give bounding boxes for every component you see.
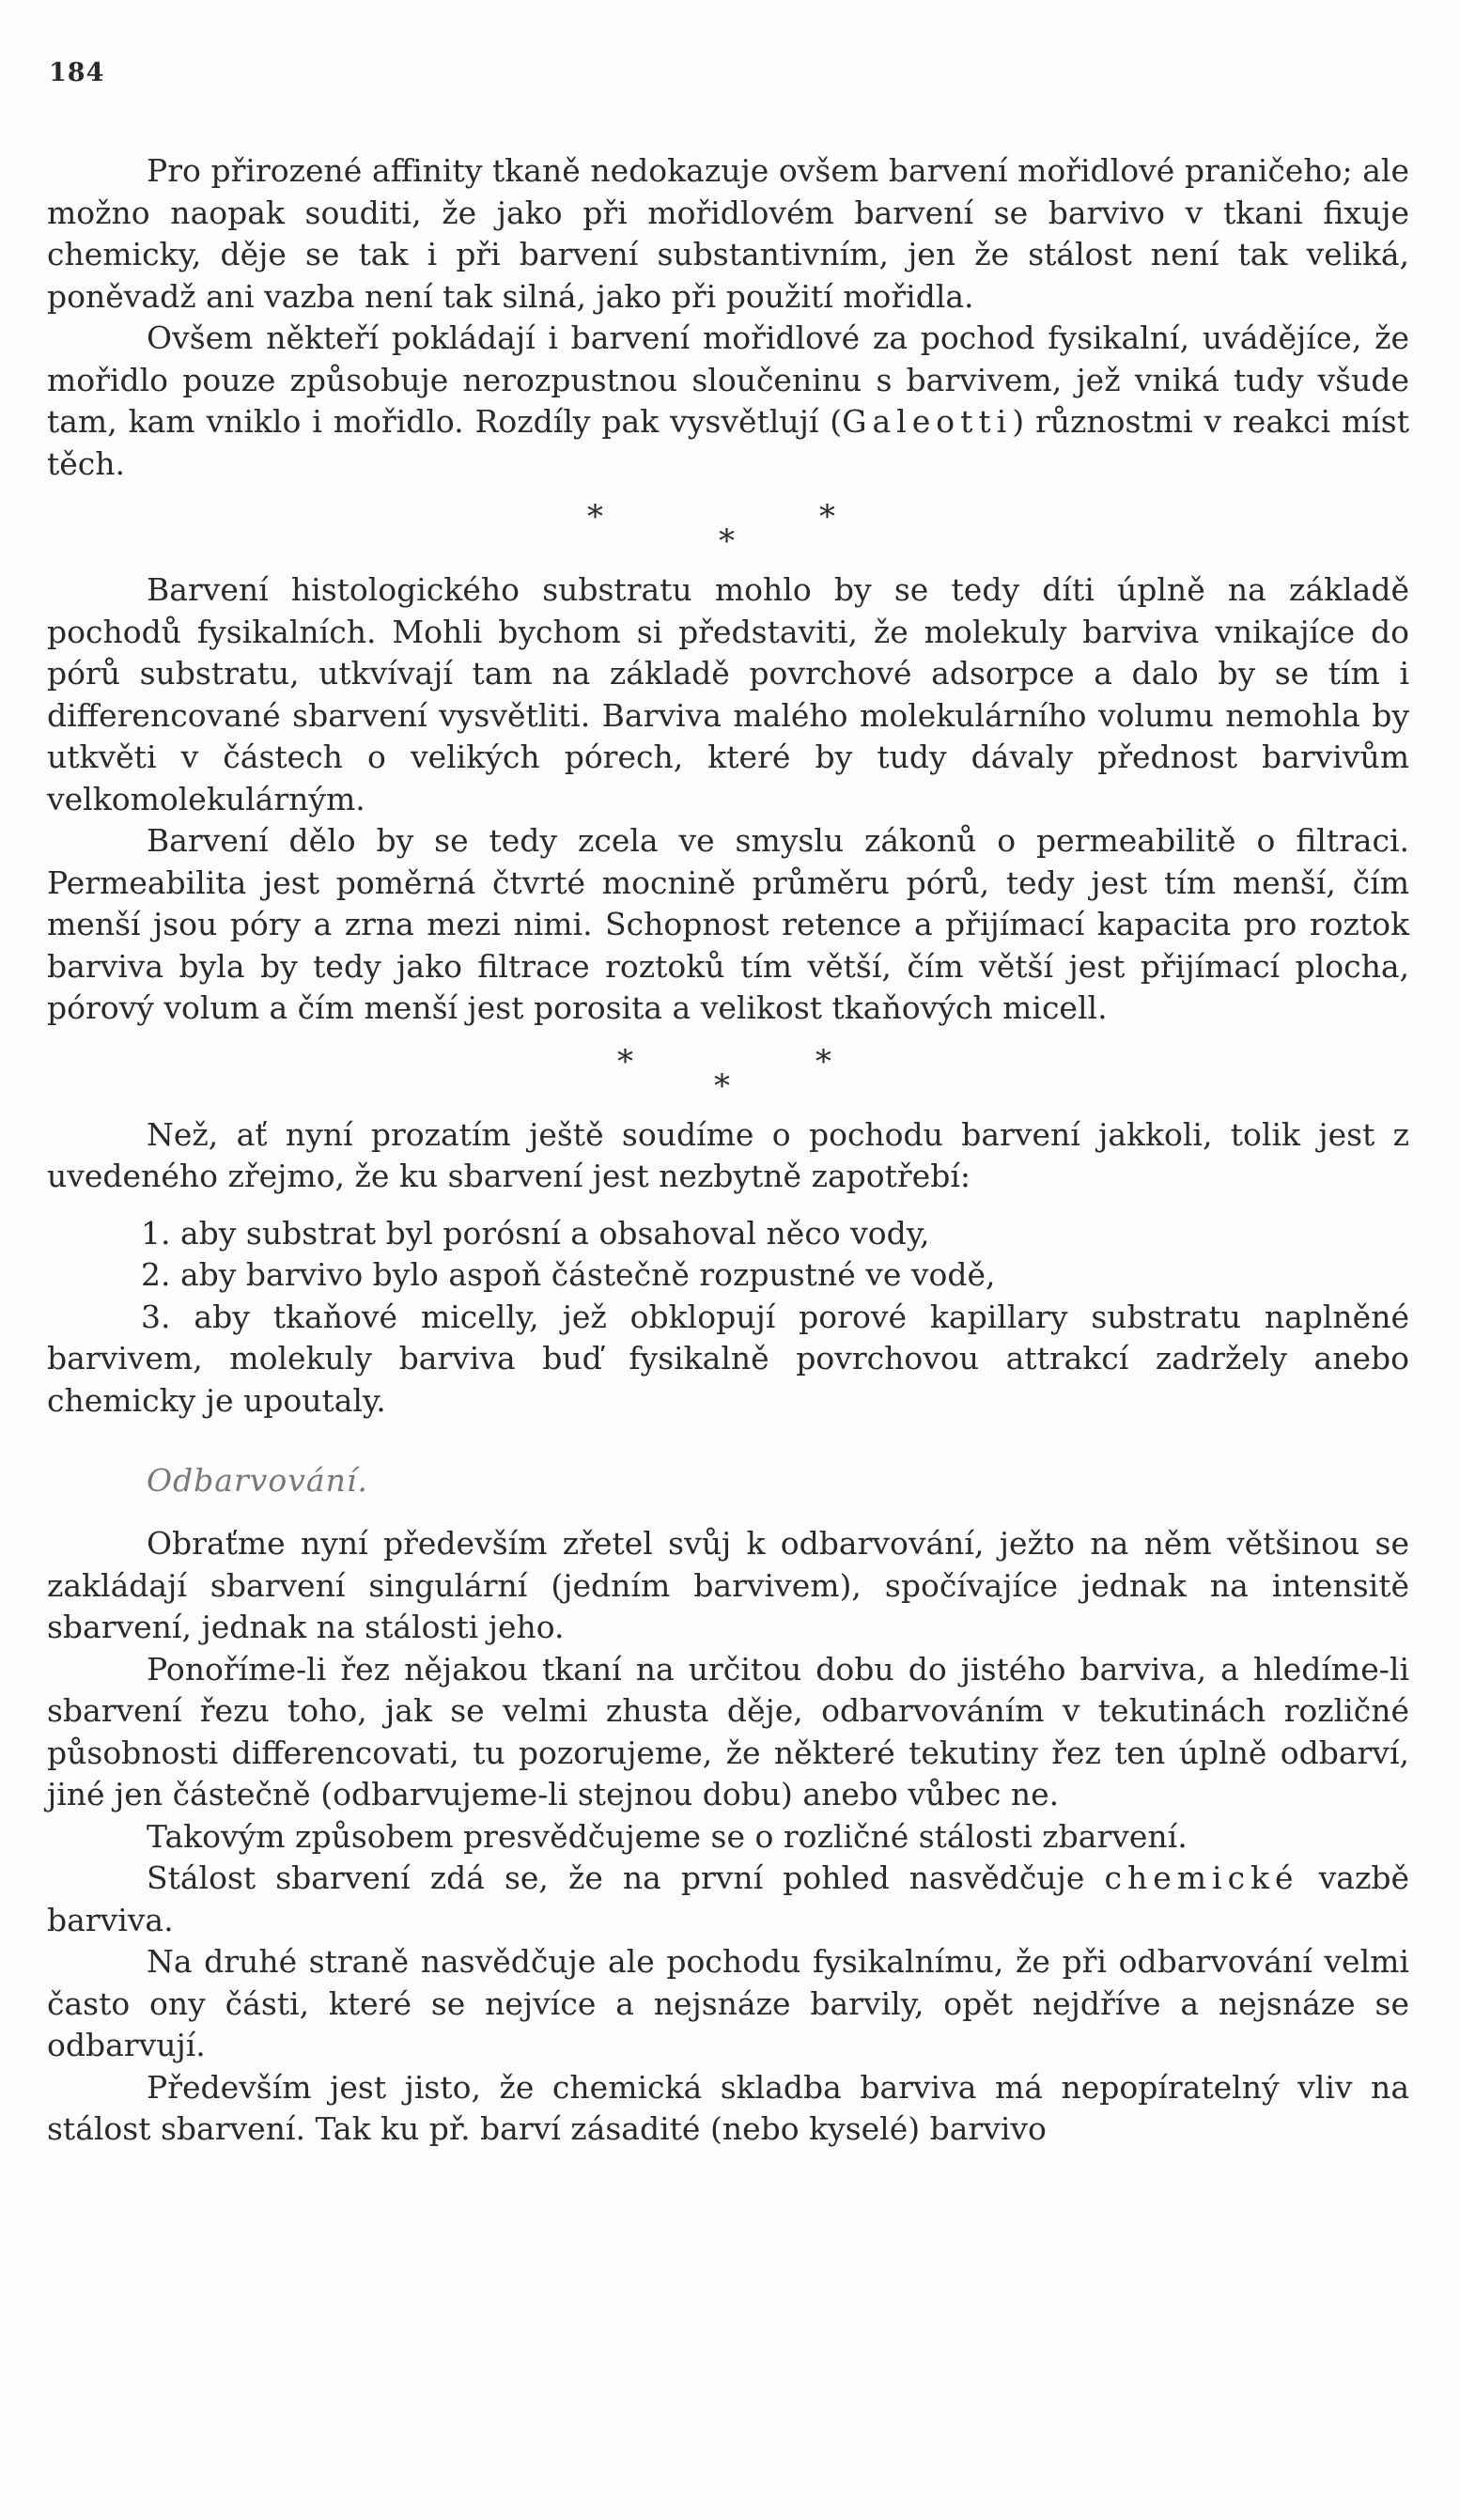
paragraph-text: Ovšem někteří pokládají i barvení mořidlové za pochod fysikalní, uvádějíce, že mořidlo pouze způsobuje nerozpustnou sloučeninu s barvivem, jež vniká tudy všude tam, kam vniklo i mořidlo. Rozdíly pak vysvětlují ( bbox=[47, 319, 1409, 440]
section-divider bbox=[47, 485, 1409, 569]
emphasized-word: chemické bbox=[1104, 1859, 1299, 1896]
paragraph-text: ) různostmi v reakci míst těch. bbox=[47, 403, 1409, 482]
asterisk: * bbox=[714, 1066, 730, 1105]
paragraph: Ponoříme-li řez nějakou tkaní na určitou dobu do jistého barviva, a hledíme-li sbarvení řezu toho, jak se velmi zhusta děje, odbarvováním v tekutinách rozličné působnosti differencovati, tu pozorujeme, že některé tekutiny řez ten úplně odbarví, jiné jen částečně (odbarvujeme-li stejnou dobu) anebo vůbec ne. bbox=[47, 1650, 1409, 1812]
requirements-list bbox=[47, 1213, 1409, 1423]
asterisk: * bbox=[819, 498, 835, 536]
asterisk: * bbox=[719, 522, 735, 560]
section-heading: Odbarvování. bbox=[147, 1462, 368, 1499]
page-number: 184 bbox=[49, 58, 105, 87]
list-item: 1. aby substrat byl porósní a obsahoval něco vody, bbox=[141, 1214, 930, 1252]
paragraph: Obraťme nyní především zřetel svůj k odbarvování, ježto na něm většinou se zakládají sbarvení singulární (jedním barvivem), spočívajíce jednak na intensitě sbarvení, jednak na stálosti jeho. bbox=[47, 1525, 1409, 1645]
paragraph: Takovým způsobem presvědčujeme se o rozličné stálosti zbarvení. bbox=[147, 1817, 1188, 1855]
list-item: 3. aby tkaňové micelly, jež obklopují porové kapillary substratu naplněné barvivem, molekuly barviva buď fysikalně povrchovou attrakcí zadržely anebo chemicky je upoutaly. bbox=[47, 1298, 1409, 1419]
section-divider bbox=[47, 1030, 1409, 1114]
paragraph: Především jest jisto, že chemická skladba barviva má nepopíratelný vliv na stálost sbarvení. Tak ku př. barví zásadité (nebo kyselé) barvivo bbox=[47, 2068, 1409, 2147]
page-text bbox=[47, 150, 1409, 2151]
asterisk: * bbox=[587, 498, 603, 536]
paragraph: Pro přirozené affinity tkaně nedokazuje ovšem barvení mořidlové praničeho; ale možno naopak souditi, že jako při mořidlovém barvení se barvivo v tkani fixuje chemicky, děje se tak i při barvení substantivním, jen že stálost není tak veliká, poněvadž ani vazba není tak silná, jako při použití mořidla. bbox=[47, 152, 1409, 315]
paragraph: Barvení histologického substratu mohlo by se tedy díti úplně na základě pochodů fysikalních. Mohli bychom si představiti, že molekuly barviva vnikajíce do pórů substratu, utkvívají tam na základě povrchové adsorpce a dalo by se tím i differencované sbarvení vysvětliti. Barviva malého molekulárního volumu nemohla by utkvěti v částech o velikých pórech, které by tudy dávaly přednost barvivům velkomolekulárným. bbox=[47, 571, 1409, 817]
paragraph-text: Stálost sbarvení zdá se, že na první pohled nasvědčuje bbox=[147, 1859, 1105, 1896]
list-item: 2. aby barvivo bylo aspoň částečně rozpustné ve vodě, bbox=[141, 1256, 996, 1293]
paragraph: Než, ať nyní prozatím ještě soudíme o pochodu barvení jakkoli, tolik jest z uvedeného zřejmo, že ku sbarvení jest nezbytně zapotřebí: bbox=[47, 1115, 1409, 1194]
paragraph: Barvení dělo by se tedy zcela ve smyslu zákonů o permeabilitě o filtraci. Permeabilita jest poměrná čtvrté mocnině průměru pórů, tedy jest tím menší, čím menší jsou póry a zrna mezi nimi. Schopnost retence a přijímací kapacita pro roztok barviva byla by tedy jako filtrace roztoků tím větší, čím větší jest přijímací plocha, pórový volum a čím menší jest porosita a velikost tkaňových micell. bbox=[47, 822, 1409, 1026]
paragraph bbox=[47, 318, 1409, 485]
asterisk: * bbox=[617, 1042, 633, 1081]
paragraph: Na druhé straně nasvědčuje ale pochodu fysikalnímu, že při odbarvování velmi často ony části, které se nejvíce a nejsnáze barvily, opět nejdříve a nejsnáze se odbarvují. bbox=[47, 1943, 1409, 2063]
asterisk: * bbox=[815, 1042, 831, 1081]
author-name: Galeotti bbox=[842, 403, 1013, 440]
paragraph bbox=[47, 1858, 1409, 1941]
paragraph-text: vazbě barviva. bbox=[47, 1859, 1409, 1938]
